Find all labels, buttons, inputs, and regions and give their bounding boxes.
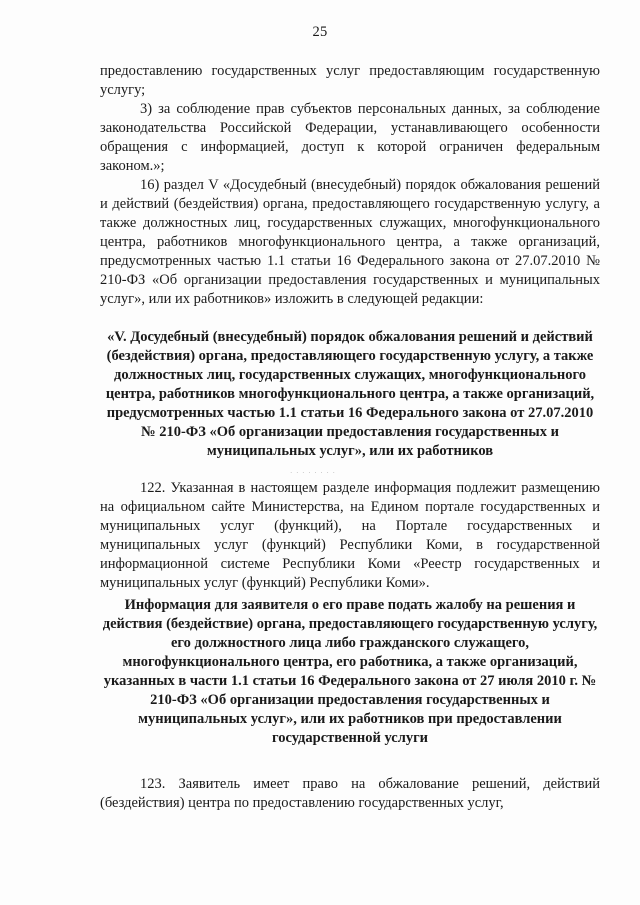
paragraph-item-16: 16) раздел V «Досудебный (внесудебный) порядок обжалования решений и действий (бездействия) органа, предоставляющего государственную услугу, а также должностных лиц, государственных служащих, многофункционального центра, работников многофункционального центра, а также организаций, предусмотренных частью 1.1 статьи 16 Федерального закона от 27.07.2010 № 210-ФЗ «Об организации предоставления государственных и муниципальных услуг», или их работников» изложить в следующей редакции:: [100, 177, 600, 307]
scan-artifact: · · · · · · · ·: [290, 469, 336, 477]
page-number: 25: [312, 24, 328, 40]
text-block-top: [100, 62, 600, 309]
info-heading: [100, 596, 600, 748]
paragraph-123: 123. Заявитель имеет право на обжалование решений, действий (бездействия) центра по предоставлению государственных услуг,: [100, 776, 600, 811]
info-heading-text: Информация для заявителя о его праве подать жалобу на решения и действия (бездействие) органа, предоставляющего государственную услугу, его должностного лица либо гражданского служащего, многофункционального центра, его работника, а также организаций, указанных в части 1.1 статьи 16 Федерального закона от 27 июля 2010 г. № 210-ФЗ «Об организации предоставления государственных и муниципальных услуг», или их работников при предоставлении государственной услуги: [102, 597, 598, 746]
text-block-123: [100, 775, 600, 813]
section-heading: [100, 328, 600, 461]
text-block-122: [100, 479, 600, 593]
paragraph-item-3: 3) за соблюдение прав субъектов персональных данных, за соблюдение законодательства Российской Федерации, устанавливающего особенности обращения с информацией, доступ к которой ограничен федеральным законом.»;: [100, 101, 600, 174]
paragraph-continuation: предоставлению государственных услуг предоставляющим государственную услугу;: [100, 63, 600, 98]
section-heading-text: «V. Досудебный (внесудебный) порядок обжалования решений и действий (бездействия) органа, предоставляющего государственную услугу, а также должностных лиц, государственных служащих, многофункционального центра, работников многофункционального центра, а также организаций, предусмотренных частью 1.1 статьи 16 Федерального закона от 27.07.2010 № 210-ФЗ «Об организации предоставления государственных и муниципальных услуг», или их работников: [105, 329, 595, 459]
paragraph-122: 122. Указанная в настоящем разделе информация подлежит размещению на официальном сайте Министерства, на Едином портале государственных и муниципальных услуг (функций), на Портале государственных и муниципальных услуг (функций) Республики Коми, в государственной информационной системе Республики Коми «Реестр государственных и муниципальных услуг (функций) Республики Коми».: [100, 480, 600, 591]
